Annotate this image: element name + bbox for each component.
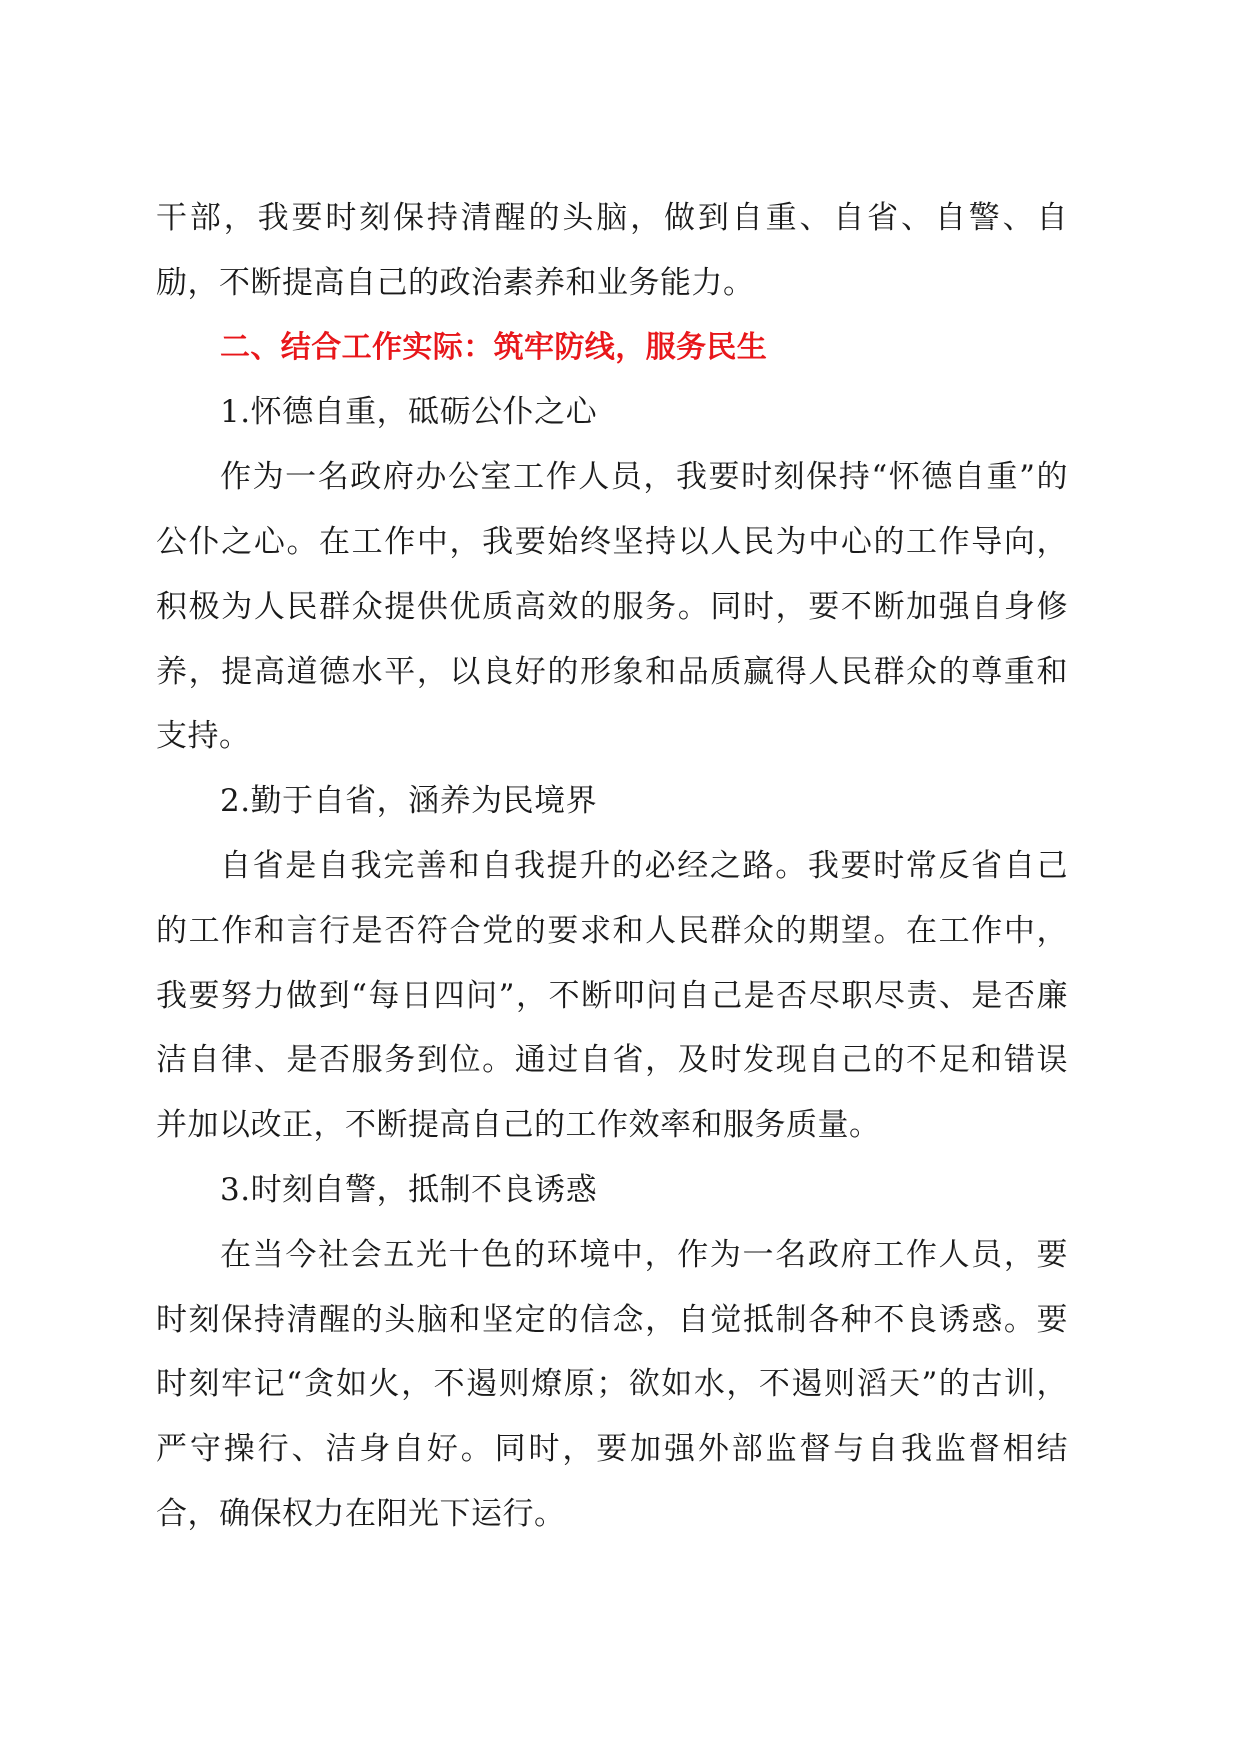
- sub-heading-2: 2.勤于自省，涵养为民境界: [220, 783, 598, 820]
- section-heading: 二、结合工作实际：筑牢防线，服务民生: [220, 329, 768, 365]
- paragraph-3: 在当今社会五光十色的环境中，作为一名政府工作人员，要时刻保持清醒的头脑和坚定的信念，自觉抵制各种不良诱惑。要时刻牢记“贪如火，不遏则燎原；欲如水，不遏则滔天”的古训，严守操行、洁身自好。同时，要加强外部监督与自我监督相结合，确保权力在阳光下运行。: [156, 1236, 1068, 1532]
- document-body: [156, 186, 1068, 1547]
- sub-heading-1: 1.怀德自重，砥砺公仆之心: [220, 394, 598, 431]
- paragraph-2: 自省是自我完善和自我提升的必经之路。我要时常反省自己的工作和言行是否符合党的要求和人民群众的期望。在工作中，我要努力做到“每日四问”，不断叩问自己是否尽职尽责、是否廉洁自律、是否服务到位。通过自省，及时发现自己的不足和错误并加以改正，不断提高自己的工作效率和服务质量。: [156, 847, 1068, 1144]
- paragraph-1: 作为一名政府办公室工作人员，我要时刻保持“怀德自重”的公仆之心。在工作中，我要始终坚持以人民为中心的工作导向，积极为人民群众提供优质高效的服务。同时，要不断加强自身修养，提高道德水平，以良好的形象和品质赢得人民群众的尊重和支持。: [156, 459, 1068, 755]
- sub-heading-3: 3.时刻自警，抵制不良诱惑: [220, 1171, 598, 1208]
- paragraph-continuation: 干部，我要时刻保持清醒的头脑，做到自重、自省、自警、自励，不断提高自己的政治素养和业务能力。: [156, 200, 1068, 301]
